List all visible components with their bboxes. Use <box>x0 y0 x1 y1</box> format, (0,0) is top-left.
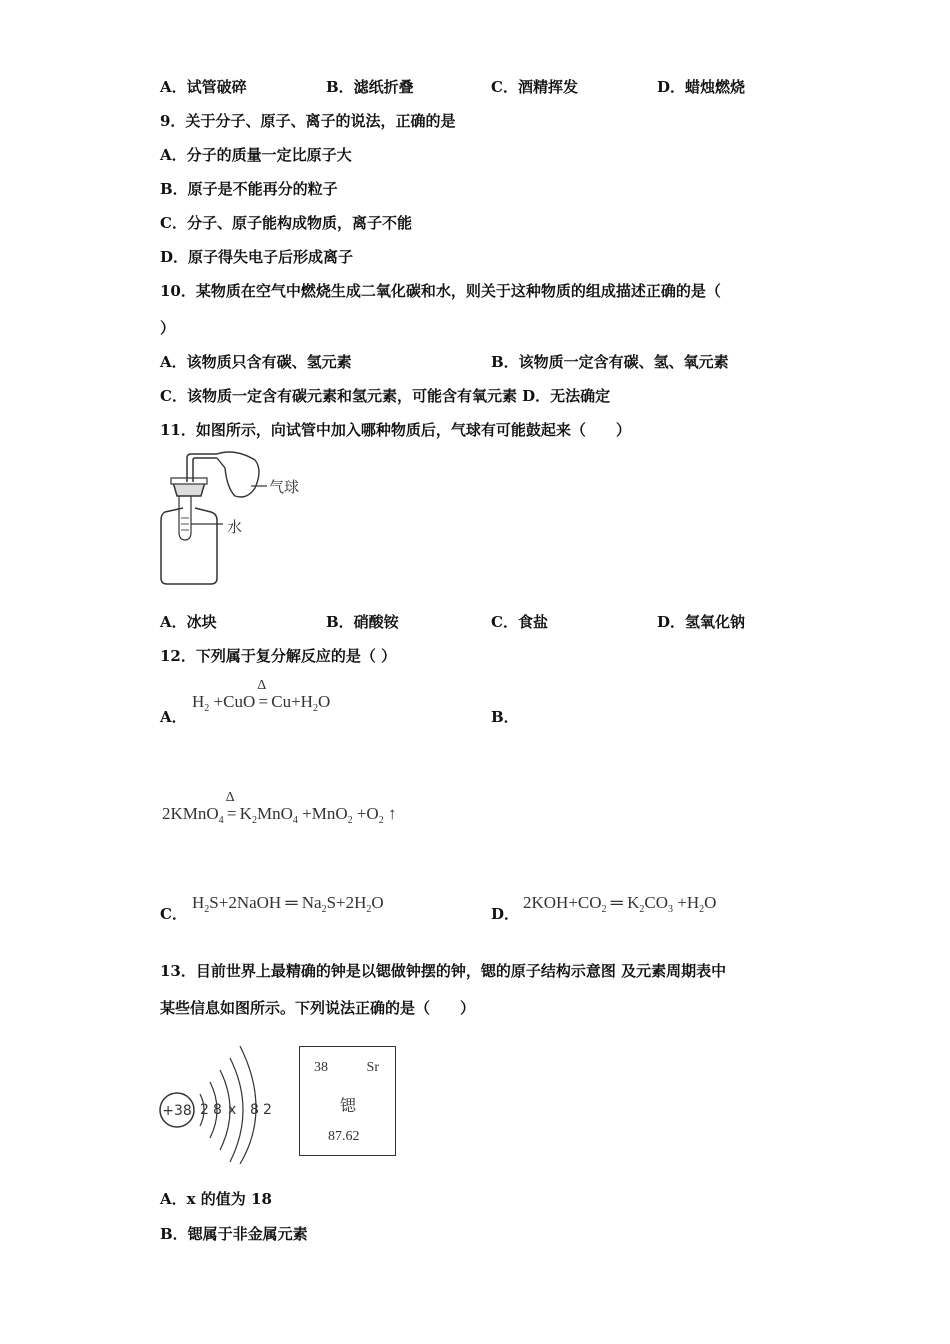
shell-5-count: 2 <box>263 1102 272 1118</box>
q10-stem-line2: ） <box>160 319 176 337</box>
q9-option-a: A．分子的质量一定比原子大 <box>160 146 352 164</box>
q12-formula-b: 2KMnO$_4$ Δ = $K_2MnO_4 +MnO_2 +O_2$ ↑ <box>162 790 397 826</box>
q11-option-c: C．食盐 <box>491 613 548 631</box>
q8-option-b: B．滤纸折叠 <box>326 78 414 96</box>
balloon-label: 气球 <box>269 478 300 496</box>
water-label: 水 <box>227 518 243 536</box>
q12-stem: 12．下列属于复分解反应的是（ ） <box>160 647 397 665</box>
q10-option-a: A．该物质只含有碳、氢元素 <box>160 353 352 371</box>
q9-option-d: D．原子得失电子后形成离子 <box>160 248 354 266</box>
q12-label-c: C． <box>160 905 187 923</box>
q10-stem-line1: 10．某物质在空气中燃烧生成二氧化碳和水，则关于这种物质的组成描述正确的是（ <box>160 282 721 300</box>
atomic-mass: 87.62 <box>328 1129 360 1144</box>
q12-label-d: D． <box>491 905 520 923</box>
shell-3-count: x <box>228 1102 237 1118</box>
element-symbol: Sr <box>366 1060 379 1075</box>
q12-label-b: B． <box>491 708 519 726</box>
q9-option-c: C．分子、原子能构成物质，离子不能 <box>160 214 412 232</box>
q12-formula-c: $H_2S+2NaOH$ ═ $Na_2S+2H_2O$ <box>192 893 384 915</box>
atomic-number: 38 <box>314 1060 328 1075</box>
q13-stem-line1: 13．目前世界上最精确的钟是以锶做钟摆的钟，锶的原子结构示意图 及元素周期表中 <box>160 962 727 980</box>
q8-option-d: D．蜡烛燃烧 <box>657 78 746 96</box>
shell-1-count: 2 <box>200 1102 209 1118</box>
q11-option-a: A．冰块 <box>160 613 217 631</box>
sr-atomic-structure-diagram <box>158 1034 283 1164</box>
q12-formula-a: $H_2 +CuO$ Δ = $Cu+H_2O$ <box>192 678 331 714</box>
q13-option-b: B．锶属于非金属元素 <box>160 1225 308 1243</box>
q12-label-a: A． <box>160 708 187 726</box>
periodic-table-cell <box>299 1046 396 1156</box>
q13-option-a: A．x 的值为 18 <box>160 1190 272 1208</box>
q11-option-b: B．硝酸铵 <box>326 613 399 631</box>
q11-apparatus-figure <box>155 448 315 588</box>
q10-option-b: B．该物质一定含有碳、氢、氧元素 <box>491 353 729 371</box>
shell-2-count: 8 <box>213 1102 222 1118</box>
q11-stem: 11．如图所示，向试管中加入哪种物质后，气球有可能鼓起来（ ） <box>160 421 631 439</box>
q10-option-cd: C．该物质一定含有碳元素和氢元素，可能含有氧元素 D．无法确定 <box>160 387 611 405</box>
q8-option-a: A．试管破碎 <box>160 78 247 96</box>
q13-stem-line2: 某些信息如图所示。下列说法正确的是（ ） <box>160 999 476 1017</box>
nucleus-charge: +38 <box>162 1103 192 1119</box>
balloon-shape <box>217 452 259 497</box>
q9-option-b: B．原子是不能再分的粒子 <box>160 180 338 198</box>
jar-shape <box>161 508 217 584</box>
q9-stem: 9．关于分子、原子、离子的说法，正确的是 <box>160 112 456 130</box>
q12-formula-d: $2KOH+CO_2$ ═ $K_2CO_3 +H_2O$ <box>523 893 717 915</box>
element-name: 锶 <box>340 1098 357 1115</box>
q8-option-c: C．酒精挥发 <box>491 78 578 96</box>
shell-4-count: 8 <box>250 1102 259 1118</box>
q11-option-d: D．氢氧化钠 <box>657 613 746 631</box>
